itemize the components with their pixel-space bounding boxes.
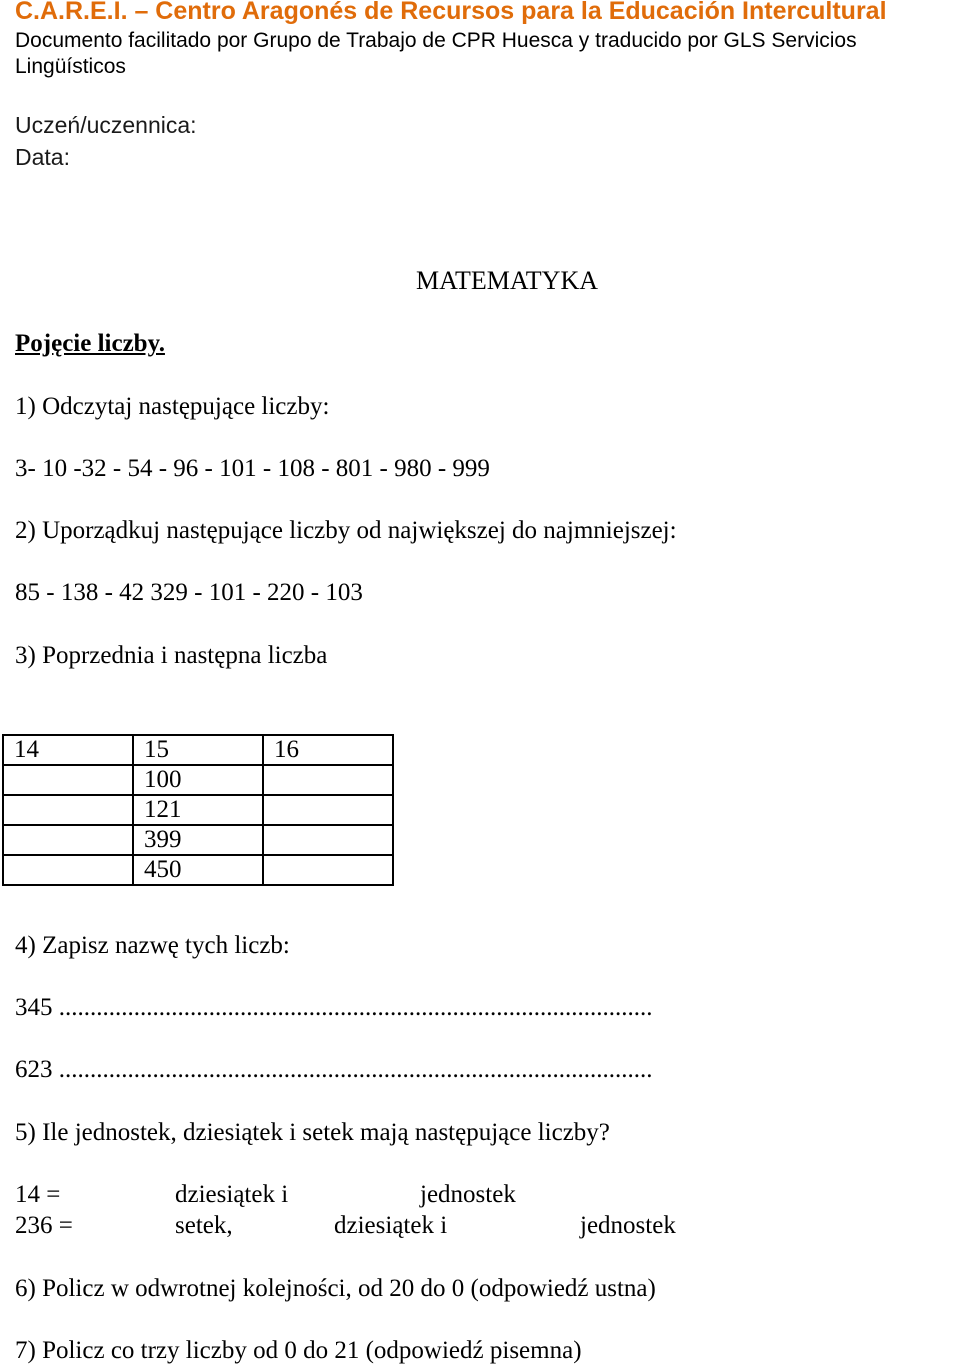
exercise-2-prompt: 2) Uporządkuj następujące liczby od największej do najmniejszej: xyxy=(15,517,677,544)
table-cell: 450 xyxy=(133,855,263,885)
table-row xyxy=(3,735,393,765)
table-cell: 399 xyxy=(133,825,263,855)
exercise-5-prompt: 5) Ile jednostek, dziesiątek i setek mają następujące liczby? xyxy=(15,1119,610,1146)
table-cell: 16 xyxy=(263,735,393,765)
number-table xyxy=(2,734,394,886)
date-label: Data: xyxy=(15,144,70,170)
table-cell[interactable] xyxy=(263,795,393,825)
table-cell: 15 xyxy=(133,735,263,765)
exercise-5-row2-hundreds: setek, xyxy=(175,1212,233,1239)
table-cell[interactable] xyxy=(3,795,133,825)
exercise-1-prompt: 1) Odczytaj następujące liczby: xyxy=(15,393,330,420)
page-title: MATEMATYKA xyxy=(416,266,598,295)
exercise-4-line-623: 623 ............................................................................................... xyxy=(15,1056,653,1083)
exercise-5-row2-units: jednostek xyxy=(580,1212,676,1239)
exercise-4-line-345: 345 ............................................................................................... xyxy=(15,994,653,1021)
exercise-5-row1-units: jednostek xyxy=(420,1181,516,1208)
exercise-5-row1-number: 14 = xyxy=(15,1181,61,1208)
table-cell: 14 xyxy=(3,735,133,765)
table-row xyxy=(3,795,393,825)
header-subtitle: Documento facilitado por Grupo de Trabajo de CPR Huesca y traducido por GLS Servicios Lingüísticos xyxy=(15,29,857,78)
student-label: Uczeń/uczennica: xyxy=(15,112,197,138)
exercise-5-row2-tens: dziesiątek i xyxy=(334,1212,448,1239)
table-row xyxy=(3,855,393,885)
table-cell[interactable] xyxy=(263,855,393,885)
section-title: Pojęcie liczby. xyxy=(15,330,165,357)
exercise-4-prompt: 4) Zapisz nazwę tych liczb: xyxy=(15,932,290,959)
exercise-5-row2-number: 236 = xyxy=(15,1212,73,1239)
table-cell[interactable] xyxy=(3,825,133,855)
table-cell: 100 xyxy=(133,765,263,795)
table-cell[interactable] xyxy=(3,855,133,885)
exercise-3-prompt: 3) Poprzednia i następna liczba xyxy=(15,642,328,669)
table-cell[interactable] xyxy=(263,765,393,795)
table-cell[interactable] xyxy=(3,765,133,795)
exercise-2-numbers: 85 - 138 - 42 329 - 101 - 220 - 103 xyxy=(15,579,363,606)
exercise-1-numbers: 3- 10 -32 - 54 - 96 - 101 - 108 - 801 - 980 - 999 xyxy=(15,455,490,482)
table-cell: 121 xyxy=(133,795,263,825)
header-title: C.A.R.E.I. – Centro Aragonés de Recursos para la Educación Intercultural xyxy=(15,0,887,25)
exercise-6-prompt: 6) Policz w odwrotnej kolejności, od 20 do 0 (odpowiedź ustna) xyxy=(15,1275,656,1302)
exercise-5-row1-tens: dziesiątek i xyxy=(175,1181,289,1208)
exercise-7-prompt: 7) Policz co trzy liczby od 0 do 21 (odpowiedź pisemna) xyxy=(15,1337,582,1364)
table-cell[interactable] xyxy=(263,825,393,855)
table-row xyxy=(3,765,393,795)
table-row xyxy=(3,825,393,855)
